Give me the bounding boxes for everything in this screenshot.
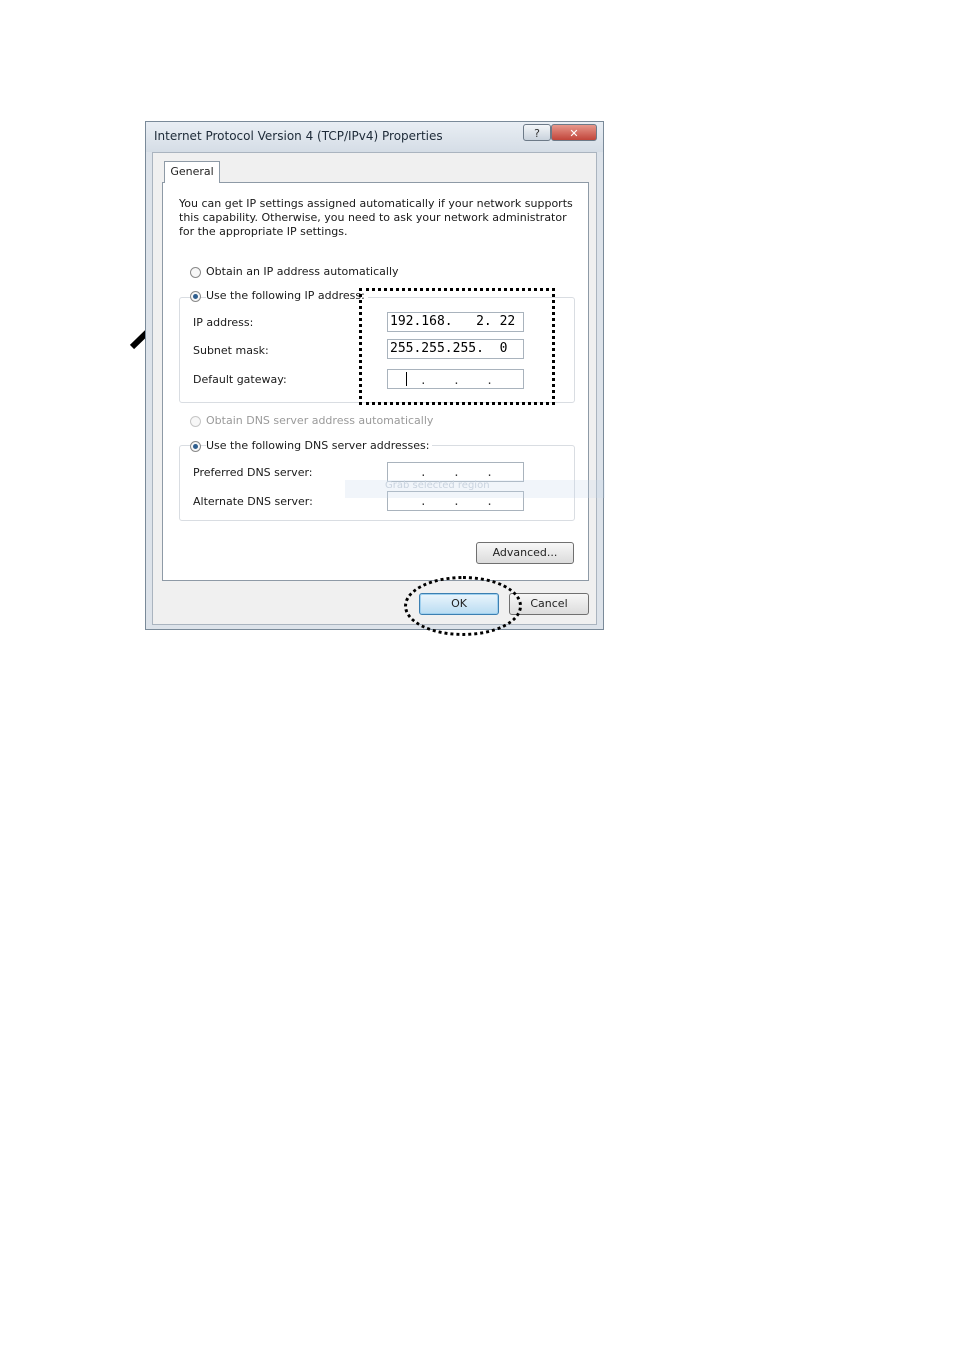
- advanced-button[interactable]: Advanced...: [476, 542, 574, 564]
- dialog-title: Internet Protocol Version 4 (TCP/IPv4) Properties: [154, 129, 443, 143]
- preferred-dns-dots: . . .: [420, 466, 493, 479]
- annotation-dotted-ellipse: [404, 576, 522, 636]
- tab-general[interactable]: General: [164, 161, 220, 183]
- alternate-dns-label: Alternate DNS server:: [193, 495, 313, 508]
- alternate-dns-dots: . . .: [420, 495, 493, 508]
- cancel-button[interactable]: Cancel: [509, 593, 589, 615]
- ghost-overlay-text: Grab selected region: [345, 480, 605, 498]
- description-line-3: for the appropriate IP settings.: [179, 225, 348, 238]
- gateway-dots: . . .: [420, 374, 493, 387]
- ip-address-field[interactable]: 192.168. 2. 22: [387, 312, 524, 332]
- obtain-dns-auto-label[interactable]: Obtain DNS server address automatically: [206, 414, 434, 427]
- use-following-dns-radio[interactable]: [190, 441, 201, 452]
- preferred-dns-label: Preferred DNS server:: [193, 466, 313, 479]
- description-line-2: this capability. Otherwise, you need to ask your network administrator: [179, 211, 567, 224]
- description-line-1: You can get IP settings assigned automatically if your network supports: [179, 197, 573, 210]
- obtain-ip-auto-label[interactable]: Obtain an IP address automatically: [206, 265, 399, 278]
- ip-address-label: IP address:: [193, 316, 254, 329]
- ok-button[interactable]: OK: [419, 593, 499, 615]
- annotation-dotted-rectangle: [359, 288, 555, 405]
- close-button[interactable]: ✕: [551, 124, 597, 141]
- obtain-ip-auto-radio[interactable]: [190, 267, 201, 278]
- preferred-dns-field[interactable]: [387, 462, 524, 482]
- help-button[interactable]: ?: [523, 124, 551, 141]
- obtain-dns-auto-radio[interactable]: [190, 416, 201, 427]
- use-following-ip-radio[interactable]: [190, 291, 201, 302]
- use-following-dns-label[interactable]: Use the following DNS server addresses:: [206, 439, 432, 452]
- subnet-mask-label: Subnet mask:: [193, 344, 269, 357]
- subnet-mask-field[interactable]: 255.255.255. 0: [387, 339, 524, 359]
- use-following-ip-label[interactable]: Use the following IP address:: [206, 289, 368, 302]
- default-gateway-label: Default gateway:: [193, 373, 287, 386]
- title-bar[interactable]: [146, 122, 603, 152]
